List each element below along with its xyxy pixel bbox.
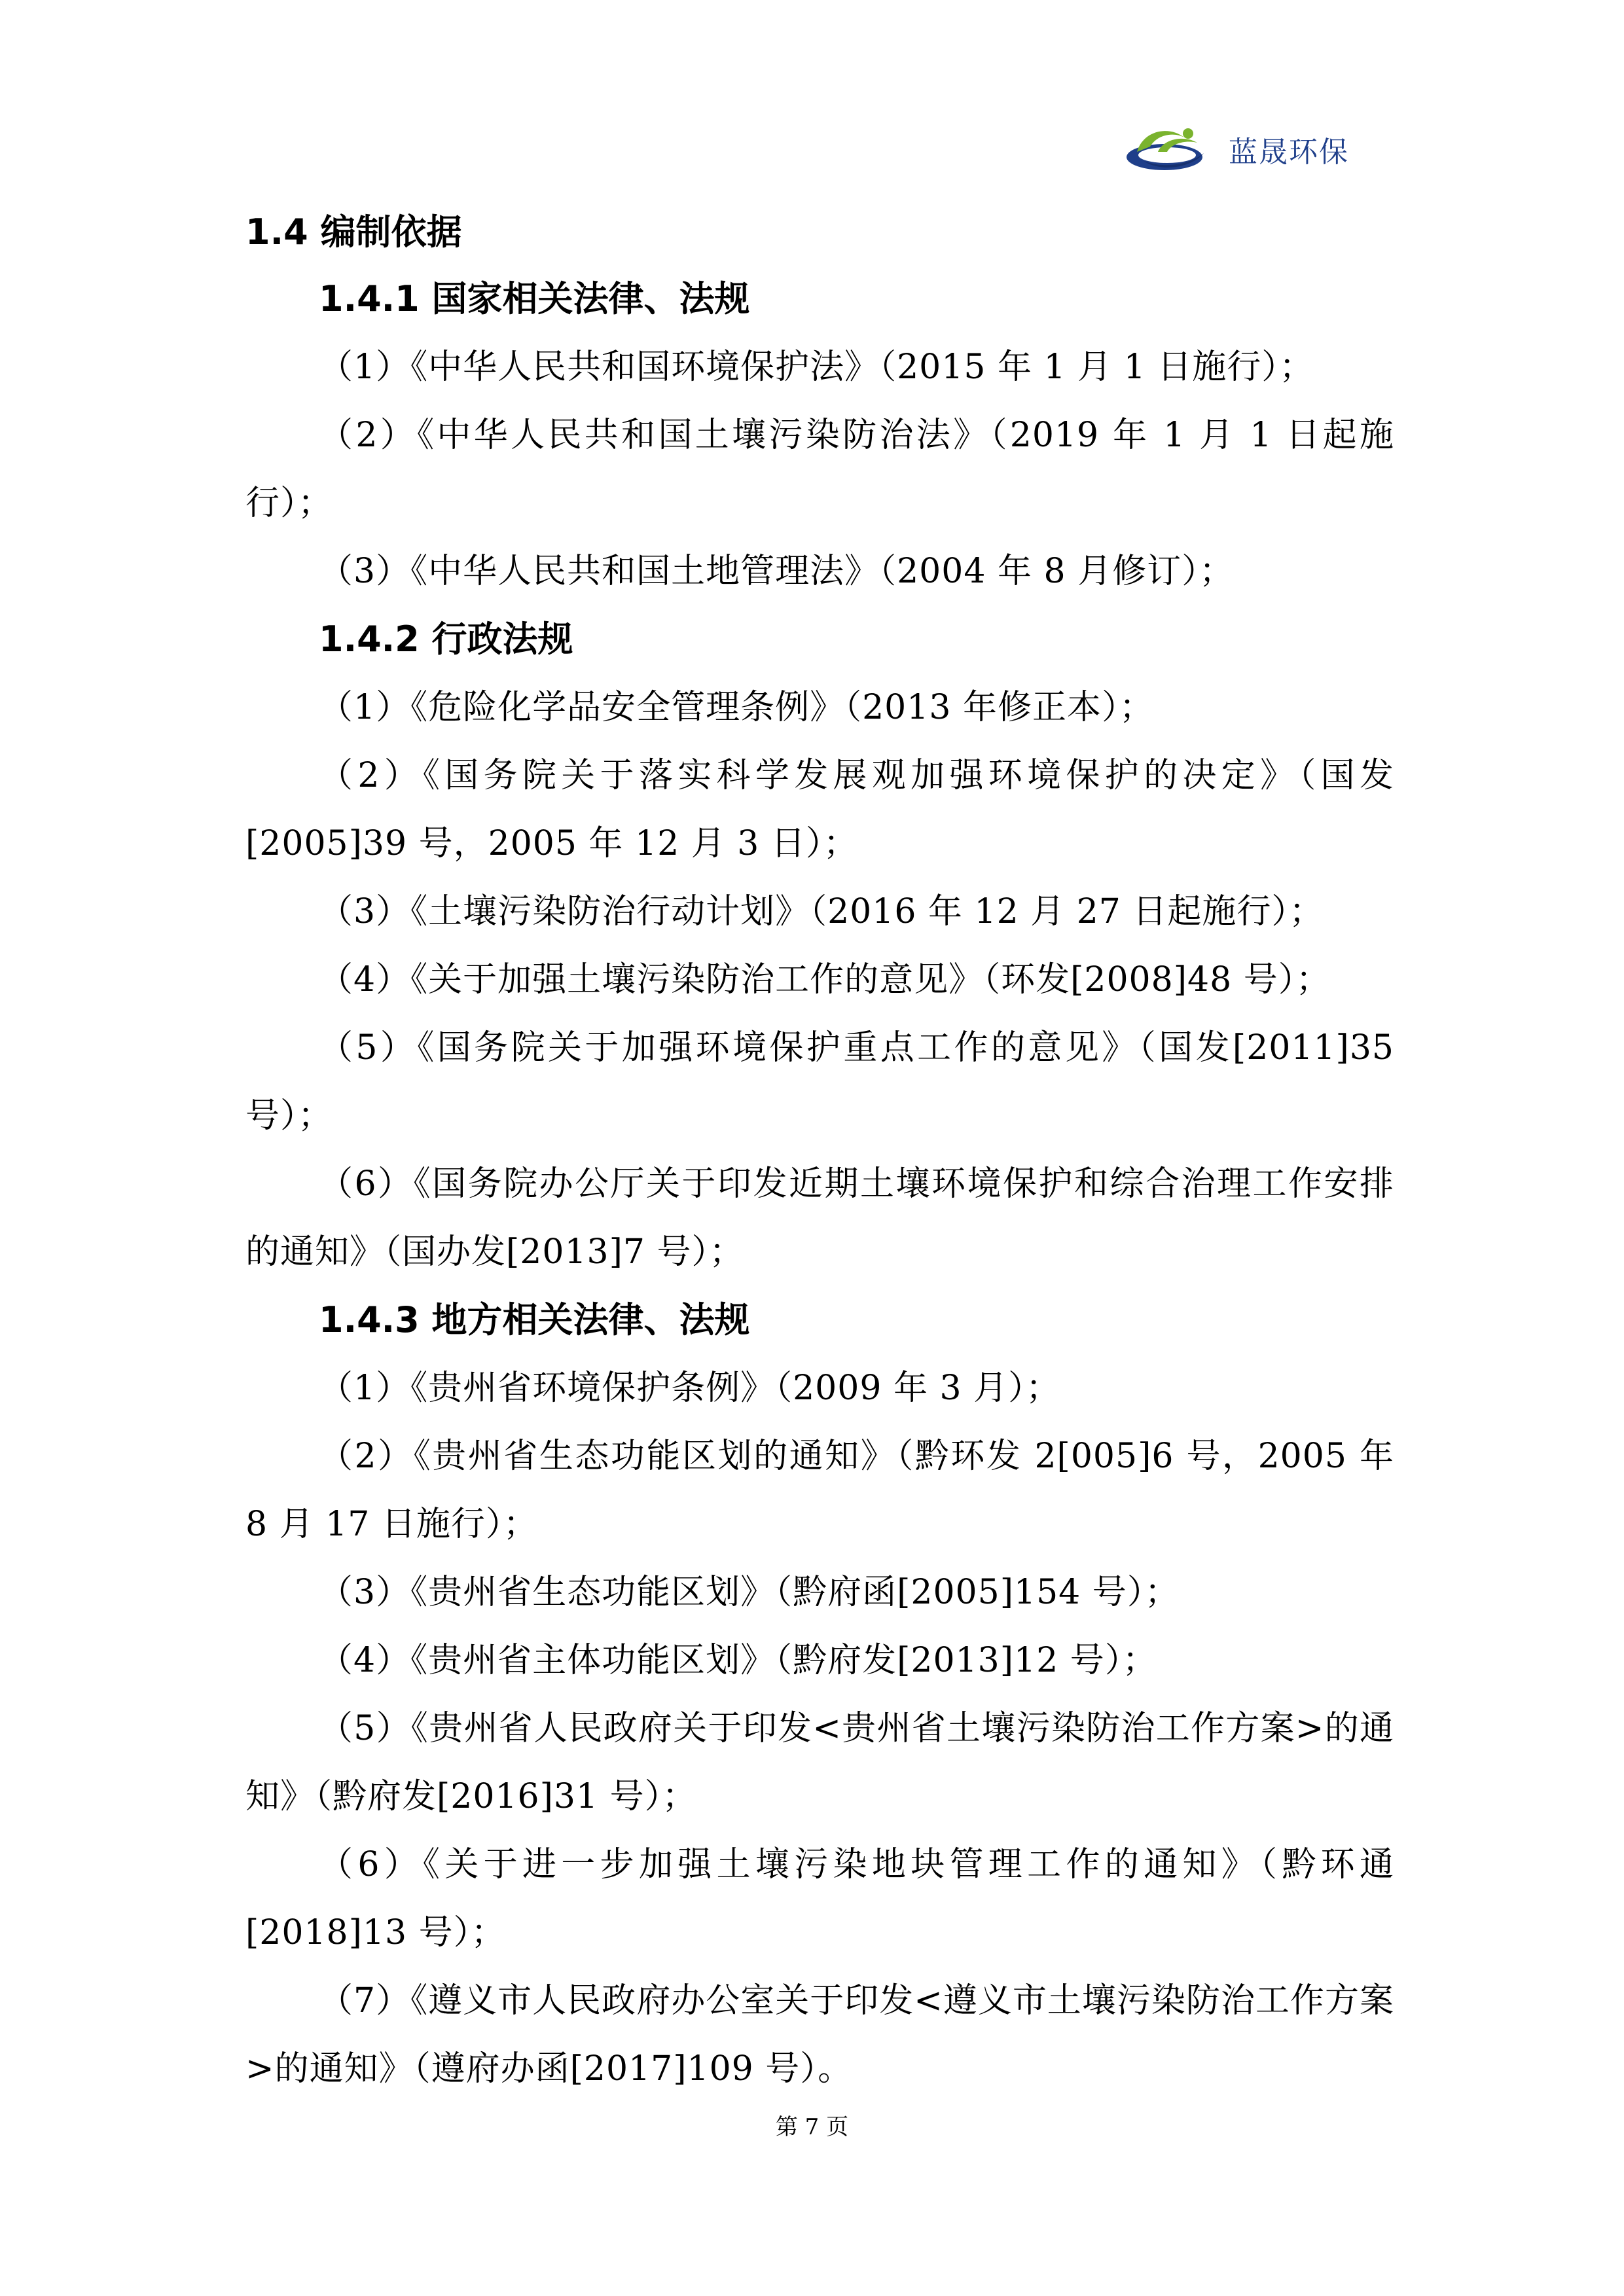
list-item: （2）《中华人民共和国土壤污染防治法》（2019 年 1 月 1 日起施行）； (245, 416, 1394, 523)
page-number: 第 7 页 (775, 2114, 849, 2140)
list-item: （2）《贵州省生态功能区划的通知》（黔环发 2[005]6 号，2005 年 8 月 17 日施行）； (245, 1437, 1394, 1544)
list-item: （4）《关于加强土壤污染防治工作的意见》（环发[2008]48 号）； (319, 960, 1331, 999)
list-item: （4）《贵州省主体功能区划》（黔府发[2013]12 号）； (319, 1641, 1157, 1680)
list-item: （6）《国务院办公厅关于印发近期土壤环境保护和综合治理工作安排的通知》（国办发[2013]7 号）； (245, 1164, 1394, 1272)
page-header (1124, 123, 1349, 175)
list-item: （3）《土壤污染防治行动计划》（2016 年 12 月 27 日起施行）； (319, 892, 1324, 931)
list-item: （5）《贵州省人民政府关于印发<贵州省土壤污染防治工作方案>的通知》（黔府发[2016]31 号）； (245, 1709, 1394, 1816)
subsection-heading: 1.4.1 国家相关法律、法规 (319, 278, 750, 319)
list-item: （3）《贵州省生态功能区划》（黔府函[2005]154 号）； (319, 1573, 1180, 1612)
document-body (245, 200, 1394, 2103)
subsection-heading: 1.4.2 行政法规 (319, 619, 573, 660)
list-item: （2）《国务院关于落实科学发展观加强环境保护的决定》（国发[2005]39 号，2005 年 12 月 3 日）； (245, 756, 1394, 863)
list-item: （3）《中华人民共和国土地管理法》（2004 年 8 月修订）； (319, 552, 1235, 591)
list-item: （6）《关于进一步加强土壤污染地块管理工作的通知》（黔环通[2018]13 号）； (245, 1845, 1394, 1952)
brand-name: 蓝晟环保 (1229, 135, 1349, 169)
list-item: （1）《危险化学品安全管理条例》（2013 年修正本）； (319, 688, 1154, 727)
lansheng-logo-icon (1124, 123, 1209, 175)
section-heading: 1.4 编制依据 (245, 211, 462, 253)
list-item: （1）《贵州省环境保护条例》（2009 年 3 月）； (319, 1369, 1061, 1408)
list-item: （7）《遵义市人民政府办公室关于印发<遵义市土壤污染防治工作方案>的通知》（遵府办函[2017]109 号）。 (245, 1981, 1394, 2089)
list-item: （5）《国务院关于加强环境保护重点工作的意见》（国发[2011]35 号）； (245, 1028, 1394, 1136)
subsection-heading: 1.4.3 地方相关法律、法规 (319, 1299, 750, 1340)
list-item: （1）《中华人民共和国环境保护法》（2015 年 1 月 1 日施行）； (319, 348, 1314, 387)
